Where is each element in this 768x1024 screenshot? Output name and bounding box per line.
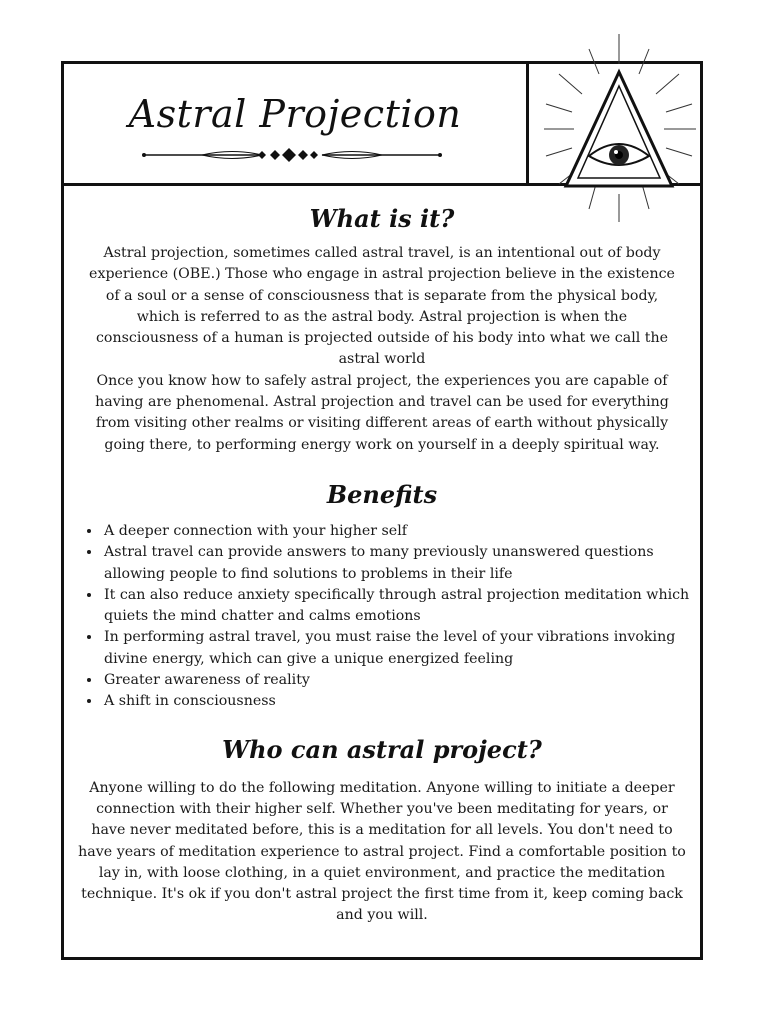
list-item: • Greater awareness of reality: [102, 670, 700, 691]
header: [64, 64, 700, 186]
page-title: Astral Projection: [128, 92, 462, 136]
list-item: • In performing astral travel, you must raise the level of your vibrations invoking divine energy, which can give a unique energized feeling: [102, 627, 700, 670]
what-is-it-paragraph-2: Once you know how to safely astral project, the experiences you are capable of having are phenomenal. Astral projection and travel can be used for everything from visiting other realms or visiting different areas of earth without physically going there, to performing energy work on yourself in a deeply spiritual way.: [95, 372, 669, 453]
header-divider: [526, 64, 529, 186]
list-item: • A shift in consciousness: [102, 691, 700, 712]
who-can-paragraph: Anyone willing to do the following meditation. Anyone willing to initiate a deeper connection with their higher self. Whether you've been meditating for years, or have never meditated before, this is a meditation for all levels. You don't need to have years of meditation experience to astral project. Find a comfortable position to lay in, with loose clothing, in a quiet environment, and practice the meditation technique. It's ok if you don't astral project the first time from it, keep coming back and you will.: [78, 779, 686, 924]
list-item: • It can also reduce anxiety specifically through astral projection meditation which quiets the mind chatter and calms emotions: [102, 585, 700, 628]
benefits-list: [64, 521, 700, 713]
list-item: • A deeper connection with your higher self: [102, 521, 700, 542]
list-item: • Astral travel can provide answers to many previously unanswered questions allowing people to find solutions to problems in their life: [102, 542, 700, 585]
content: [64, 186, 700, 927]
section-title-benefits: Benefits: [326, 479, 438, 509]
section-title-what-is-it: What is it?: [309, 204, 455, 233]
page-frame: [61, 61, 703, 960]
section-title-who-can: Who can astral project?: [222, 734, 542, 764]
flourish-divider-icon: [142, 146, 442, 164]
what-is-it-paragraph-1: Astral projection, sometimes called astral travel, is an intentional out of body experience (OBE.) Those who engage in astral projection believe in the existence of a soul or a sense of consciousness that is separate from the physical body, which is referred to as the astral body. Astral projection is when the consciousness of a human is projected outside of his body into what we call the astral world: [89, 245, 675, 368]
